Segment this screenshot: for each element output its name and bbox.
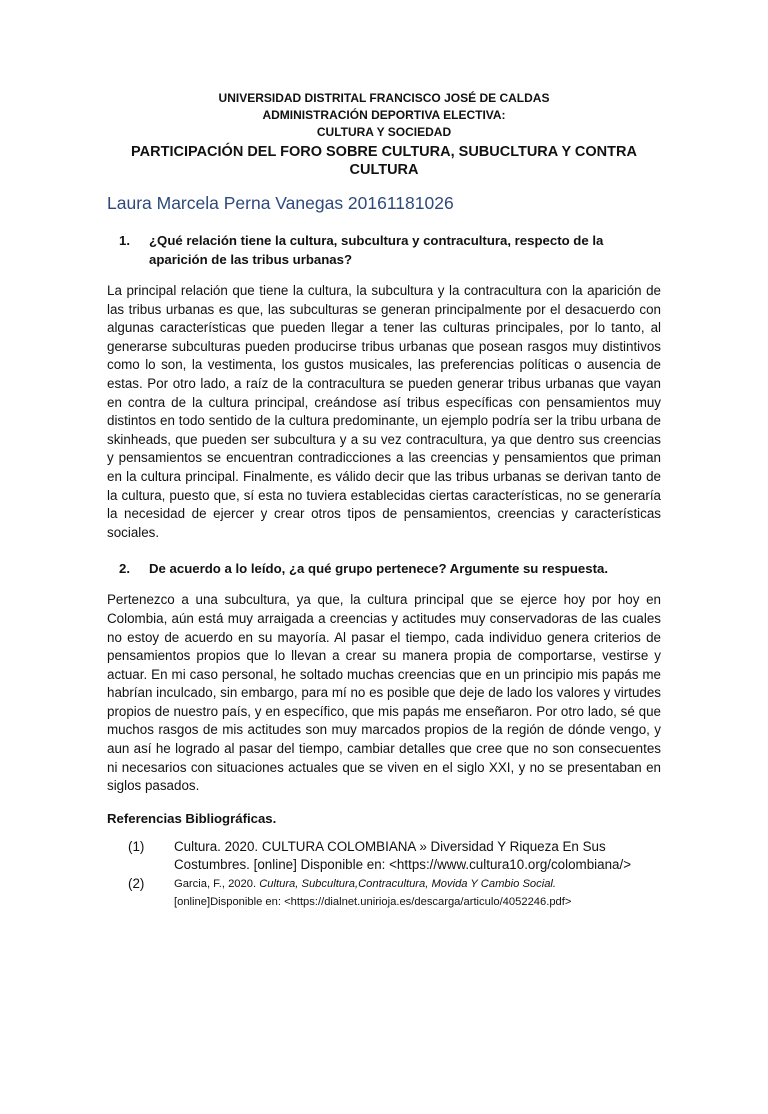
document-title: PARTICIPACIÓN DEL FORO SOBRE CULTURA, SUBUCLTURA Y CONTRA CULTURA xyxy=(131,144,637,178)
question-text: ¿Qué relación tiene la cultura, subcultura y contracultura, respecto de la aparición de las tribus urbanas? xyxy=(149,233,604,267)
reference-text: Cultura. 2020. CULTURA COLOMBIANA » Diversidad Y Riqueza En Sus Costumbres. [online] Disponible en: <https://www.cultura10.org/colombiana/> xyxy=(174,838,632,873)
document-page xyxy=(0,90,768,1114)
reference-number: (1) xyxy=(128,838,145,854)
question-text: De acuerdo a lo leído, ¿a qué grupo pertenece? Argumente su respuesta. xyxy=(149,561,608,577)
course-heading: CULTURA Y SOCIEDAD xyxy=(316,125,452,139)
answer-2: Pertenezco a una subcultura, ya que, la cultura principal que se ejerce hoy por hoy en Colombia, aún está muy arraigada a creencias y actitudes muy conservadoras de las cuales no estoy de acuerdo en su mayoría. Al pasar el tiempo, cada individuo genera criterios de pensamientos propios que lo llevan a crear su manera propia de comportarse, vestirse y actuar. En mi caso personal, he soltado muchas creencias que en un principio mis papás me habrían inculcado, sin embargo, para mí no es posible que deje de lado los valores y virtudes propios de nuestro país, y en específico, que mis papás me enseñaron. Por otro lado, sé que muchos rasgos de mis actitudes son muy marcados propios de la región de dónde vengo, y aun así he logrado al pasar del tiempo, cambiar detalles que cree que no son consecuentes ni necesarios con situaciones actuales que se viven en el siglo XXI, y no se presentaban en siglos pasados. xyxy=(107,592,661,794)
reference-item xyxy=(107,875,661,911)
reference-item xyxy=(107,838,661,875)
question-1 xyxy=(107,231,661,269)
university-heading: UNIVERSIDAD DISTRITAL FRANCISCO JOSÉ DE CALDAS xyxy=(218,91,550,105)
answer-1: La principal relación que tiene la cultura, la subcultura y la contracultura con la aparición de las tribus urbanas es que, las subculturas se generan principalmente por el desacuerdo con algunas características que pueden llegar a tener las culturas principales, por lo tanto, al generarse subculturas pueden producirse tribus urbanas que posean rasgos muy distintivos como lo son, la vestimenta, los gustos musicales, las preferencias políticas o ausencia de estas. Por otro lado, a raíz de la contracultura se pueden generar tribus urbanas que vayan en contra de la cultura principal, creándose así tribus específicas con pensamientos muy distintos en todo sentido de la cultura predominante, un ejemplo podría ser la tribu urbana de skinheads, que pueden ser subcultura y a su vez contracultura, ya que dentro sus creencias y pensamientos se encuentran contradicciones a las creencias y pensamientos que priman en la cultura principal. Finalmente, es válido decir que las tribus urbanas se derivan tanto de la cultura, puesto que, sí esta no tuviera establecidas ciertas características, no se generaría la necesidad de ejercer y crear otros tipos de pensamientos, creencias y características sociales. xyxy=(107,283,661,540)
question-number: 2. xyxy=(119,561,130,577)
question-number: 1. xyxy=(119,233,130,248)
reference-number: (2) xyxy=(128,876,145,892)
program-heading: ADMINISTRACIÓN DEPORTIVA ELECTIVA: xyxy=(262,108,506,122)
reference-work-title: Cultura, Subcultura,Contracultura, Movida Y Cambio Social. xyxy=(259,878,557,891)
reference-link: [online]Disponible en: <https://dialnet.unirioja.es/descarga/articulo/4052246.pdf> xyxy=(174,896,572,909)
reference-author: Garcia, F., 2020. xyxy=(174,878,260,891)
author-name: Laura Marcela Perna Vanegas 20161181026 xyxy=(107,193,454,213)
references-title: Referencias Bibliográficas. xyxy=(107,810,277,826)
question-2 xyxy=(107,559,661,578)
reference-text xyxy=(174,875,661,911)
